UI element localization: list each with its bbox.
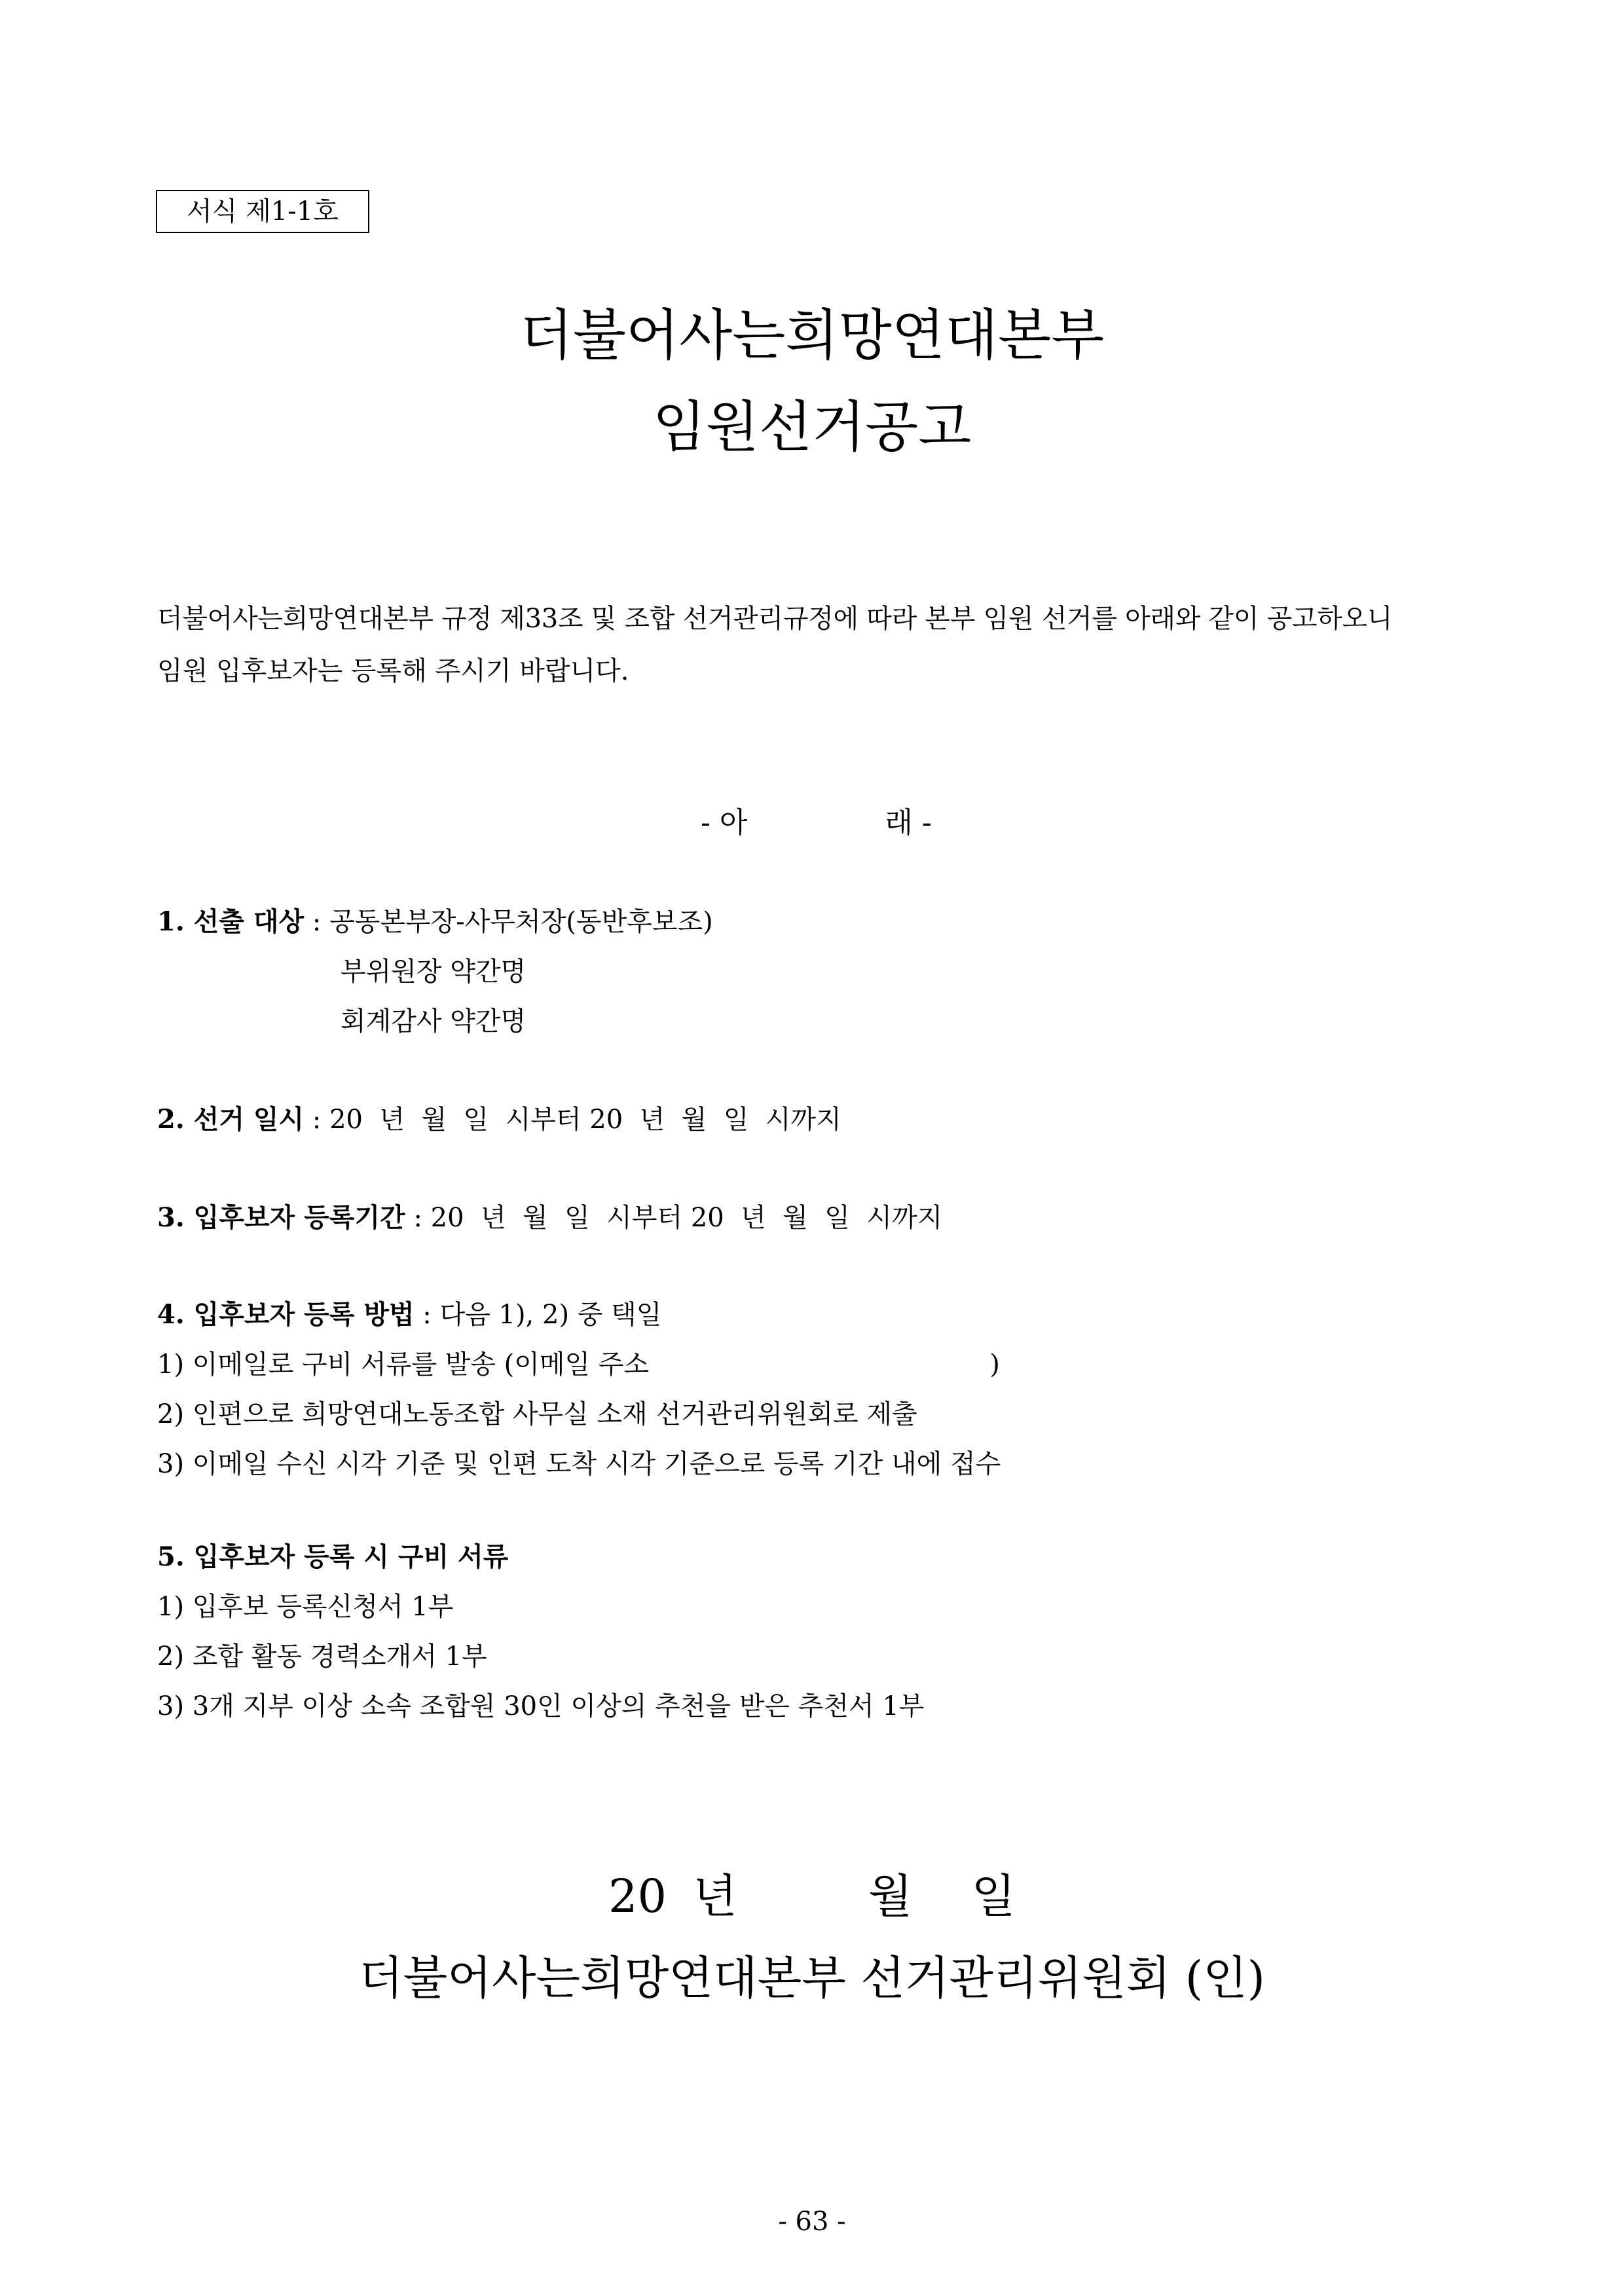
section-5-item-2: 2) 조합 활동 경력소개서 1부 <box>157 1642 487 1672</box>
notice-heading-right: 래 - <box>885 806 932 839</box>
section-1-item-2: 부위원장 약간명 <box>341 957 526 987</box>
section-3 <box>157 1193 942 1243</box>
date-year-unit: 년 <box>693 1869 737 1923</box>
section-1-sep: : <box>304 907 330 937</box>
intro-line-1: 더불어사는희망연대본부 규정 제33조 및 조합 선거관리규정에 따라 본부 임원 선거를 아래와 같이 공고하오니 <box>157 604 1393 634</box>
section-5-item-3: 3) 3개 지부 이상 소속 조합원 30인 이상의 추천을 받은 추천서 1부 <box>157 1691 925 1721</box>
section-4-item-2: 2) 인편으로 희망연대노동조합 사무실 소재 선거관리위원회로 제출 <box>157 1399 917 1429</box>
notice-heading-left: - 아 <box>701 806 748 839</box>
section-4-label: 4. 입후보자 등록 방법 <box>157 1299 415 1330</box>
section-4 <box>157 1290 661 1340</box>
intro-line-2: 임원 입후보자는 등록해 주시기 바랍니다. <box>157 656 629 686</box>
section-5-label: 5. 입후보자 등록 시 구비 서류 <box>157 1541 509 1572</box>
section-2-text: : 20 년 월 일 시부터 20 년 월 일 시까지 <box>304 1105 841 1135</box>
form-number-label: 서식 제1-1호 <box>156 190 369 233</box>
title-election-notice: 임원선거공고 <box>652 395 972 459</box>
date-day-unit: 일 <box>971 1869 1016 1923</box>
section-3-label: 3. 입후보자 등록기간 <box>157 1202 405 1233</box>
section-4-item-3: 3) 이메일 수신 시각 기준 및 인편 도착 시각 기준으로 등록 기간 내에 접수 <box>157 1449 1001 1479</box>
notice-heading <box>701 799 932 841</box>
section-2-label: 2. 선거 일시 <box>157 1104 304 1135</box>
section-5-item-1: 1) 입후보 등록신청서 1부 <box>157 1592 454 1622</box>
title-organization: 더불어사는희망연대본부 <box>519 303 1105 367</box>
section-4-item-1-close: ) <box>989 1349 1000 1380</box>
section-4-text: : 다음 1), 2) 중 택일 <box>414 1300 662 1330</box>
section-1-item-3: 회계감사 약간명 <box>341 1006 526 1037</box>
page-number: - 63 - <box>778 2207 846 2237</box>
section-1 <box>157 897 713 947</box>
date-year: 20 <box>608 1869 667 1923</box>
section-4-item-1 <box>157 1340 1000 1389</box>
election-committee-signature: 더불어사는희망연대본부 선거관리위원회 (인) <box>359 1951 1265 2005</box>
section-5 <box>157 1532 508 1582</box>
intro-paragraph <box>157 593 1473 697</box>
section-1-item-1: 공동본부장-사무처장(동반후보조) <box>329 907 713 937</box>
date-month-unit: 월 <box>868 1869 913 1923</box>
announcement-date <box>0 1860 1624 1926</box>
section-1-label: 1. 선출 대상 <box>157 906 304 937</box>
section-4-item-1-text: 1) 이메일로 구비 서류를 발송 (이메일 주소 <box>157 1349 650 1380</box>
section-3-text: : 20 년 월 일 시부터 20 년 월 일 시까지 <box>405 1203 943 1233</box>
section-2 <box>157 1095 841 1145</box>
